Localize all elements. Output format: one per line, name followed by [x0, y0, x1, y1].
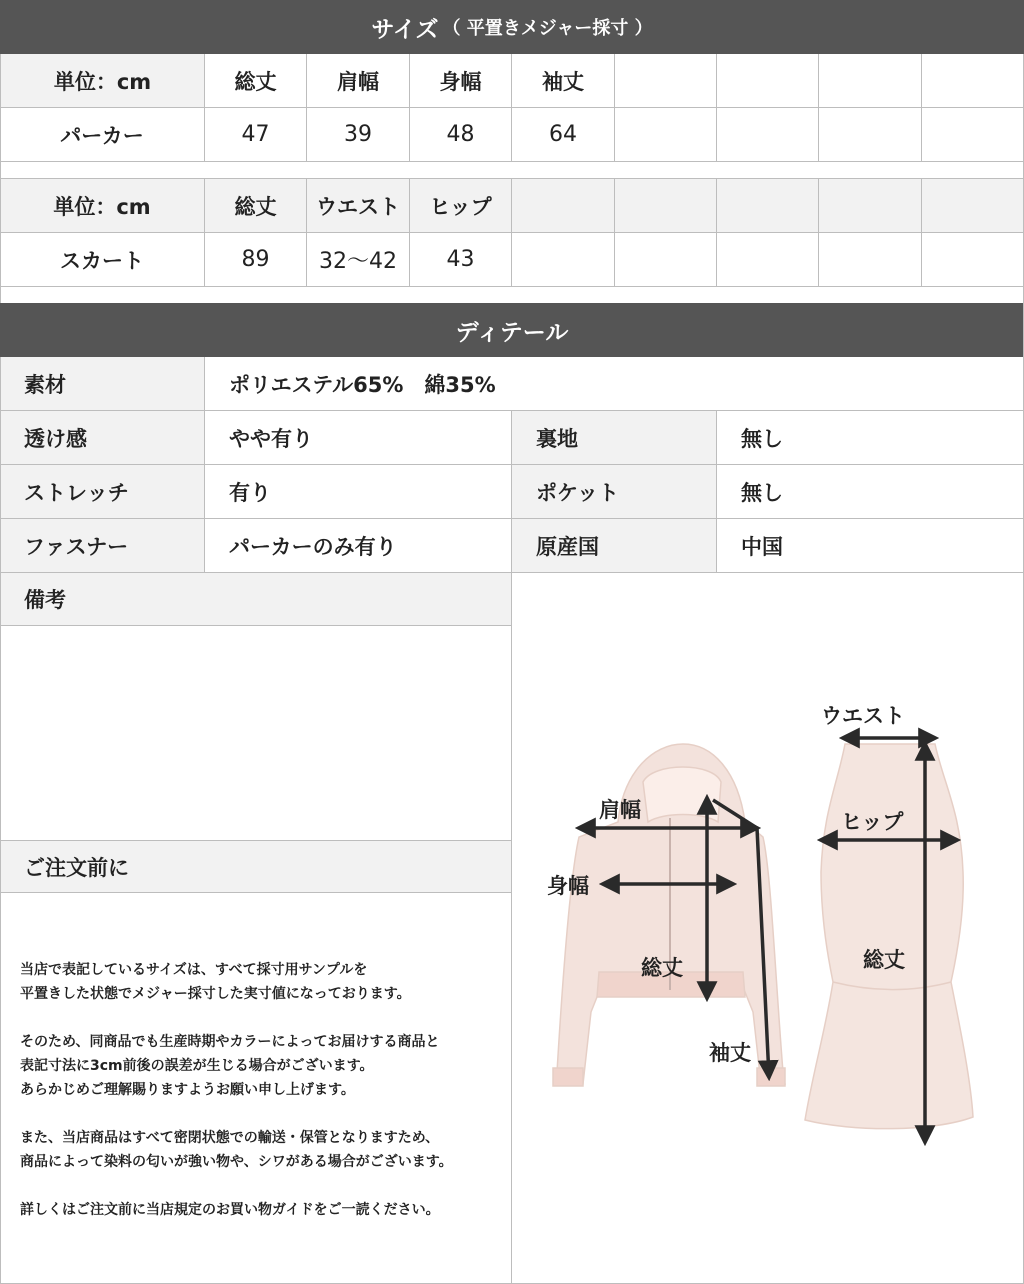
empty-cell	[922, 179, 1024, 233]
empty-cell	[512, 179, 615, 233]
empty-cell	[512, 233, 615, 287]
origin-value: 中国	[717, 519, 1024, 573]
size-subtitle: （ 平置きメジャー採寸 ）	[442, 18, 653, 39]
empty-cell	[615, 108, 717, 162]
empty-cell	[717, 54, 819, 108]
skirt-hip-value: 43	[410, 233, 512, 287]
note-paragraph: 詳しくはご注文前に当店規定のお買い物ガイドをご一読ください。	[20, 1202, 440, 1218]
length-label: 総丈	[641, 956, 683, 980]
row-label-hoodie: パーカー	[0, 108, 205, 162]
hoodie-sleeve-value: 64	[512, 108, 615, 162]
remarks-label: 備考	[0, 573, 512, 626]
detail-section-header	[0, 303, 1024, 357]
empty-cell	[819, 54, 922, 108]
skirt-length-label: 総丈	[863, 948, 905, 972]
empty-cell	[717, 108, 819, 162]
waist-label: ウエスト	[821, 704, 905, 728]
col-header-waist: ウエスト	[307, 179, 410, 233]
empty-cell	[615, 233, 717, 287]
body-width-label: 身幅	[547, 874, 589, 898]
material-label: 素材	[0, 357, 205, 411]
frame-line	[511, 573, 512, 1284]
skirt-header-row	[0, 179, 1024, 233]
col-header-length: 総丈	[205, 54, 307, 108]
detail-row-material	[0, 357, 1024, 411]
size-section-header	[0, 0, 1024, 54]
col-header-hip: ヒップ	[410, 179, 512, 233]
sleeve-label: 袖丈	[709, 1041, 751, 1065]
hoodie-shoulder-value: 39	[307, 108, 410, 162]
skirt-waist-value: 32〜42	[307, 233, 410, 287]
empty-cell	[922, 54, 1024, 108]
detail-row-sheer-lining	[0, 411, 1024, 465]
frame-line	[0, 357, 1, 573]
note-paragraph: 当店で表記しているサイズは、すべて採寸用サンプルを 平置きした状態でメジャー採寸した実寸値になっております。	[20, 962, 411, 1002]
frame-line	[0, 573, 1, 1284]
unit-label: 単位：cm	[0, 179, 205, 233]
measurement-illustration	[513, 572, 1024, 1284]
detail-row-fastener-origin	[0, 519, 1024, 573]
note-paragraph: また、当店商品はすべて密閉状態での輸送・保管となりますため、 商品によって染料の匂いが強い物や、シワがある場合がございます。	[20, 1130, 453, 1170]
empty-cell	[615, 54, 717, 108]
row-label-skirt: スカート	[0, 233, 205, 287]
empty-cell	[819, 108, 922, 162]
lining-value: 無し	[717, 411, 1024, 465]
empty-cell	[717, 233, 819, 287]
skirt-length-value: 89	[205, 233, 307, 287]
hip-label: ヒップ	[841, 810, 904, 834]
note-paragraph: そのため、同商品でも生産時期やカラーによってお届けする商品と 表記寸法に3cm前後の誤差が生じる場合がございます。 あらかじめご理解賜りますようお願い申し上げます。	[20, 1034, 440, 1098]
sheer-value: やや有り	[205, 411, 512, 465]
stretch-value: 有り	[205, 465, 512, 519]
origin-label: 原産国	[512, 519, 717, 573]
empty-cell	[615, 179, 717, 233]
detail-title: ディテール	[455, 319, 569, 346]
col-header-body-width: 身幅	[410, 54, 512, 108]
skirt-value-row	[0, 233, 1024, 287]
fastener-value: パーカーのみ有り	[205, 519, 512, 573]
material-value: ポリエステル65% 綿35%	[205, 357, 1024, 411]
sheer-label: 透け感	[0, 411, 205, 465]
frame-line	[0, 54, 1, 303]
empty-cell	[819, 233, 922, 287]
hoodie-header-row	[0, 54, 1024, 108]
before-order-label: ご注文前に	[0, 840, 512, 893]
stretch-label: ストレッチ	[0, 465, 205, 519]
hoodie-width-value: 48	[410, 108, 512, 162]
fastener-label: ファスナー	[0, 519, 205, 573]
hoodie-value-row	[0, 108, 1024, 162]
hoodie-length-value: 47	[205, 108, 307, 162]
lining-label: 裏地	[512, 411, 717, 465]
col-header-sleeve: 袖丈	[512, 54, 615, 108]
col-header-shoulder: 肩幅	[307, 54, 410, 108]
col-header-length: 総丈	[205, 179, 307, 233]
unit-label: 単位：cm	[0, 54, 205, 108]
pocket-value: 無し	[717, 465, 1024, 519]
empty-cell	[922, 233, 1024, 287]
shoulder-label: 肩幅	[599, 798, 641, 822]
garment-diagram	[513, 572, 1024, 1284]
pocket-label: ポケット	[512, 465, 717, 519]
empty-cell	[922, 108, 1024, 162]
size-title: サイズ	[371, 16, 439, 43]
order-notes	[20, 958, 500, 1246]
skirt-shape	[805, 744, 973, 1129]
detail-row-stretch-pocket	[0, 465, 1024, 519]
empty-cell	[717, 179, 819, 233]
empty-cell	[819, 179, 922, 233]
